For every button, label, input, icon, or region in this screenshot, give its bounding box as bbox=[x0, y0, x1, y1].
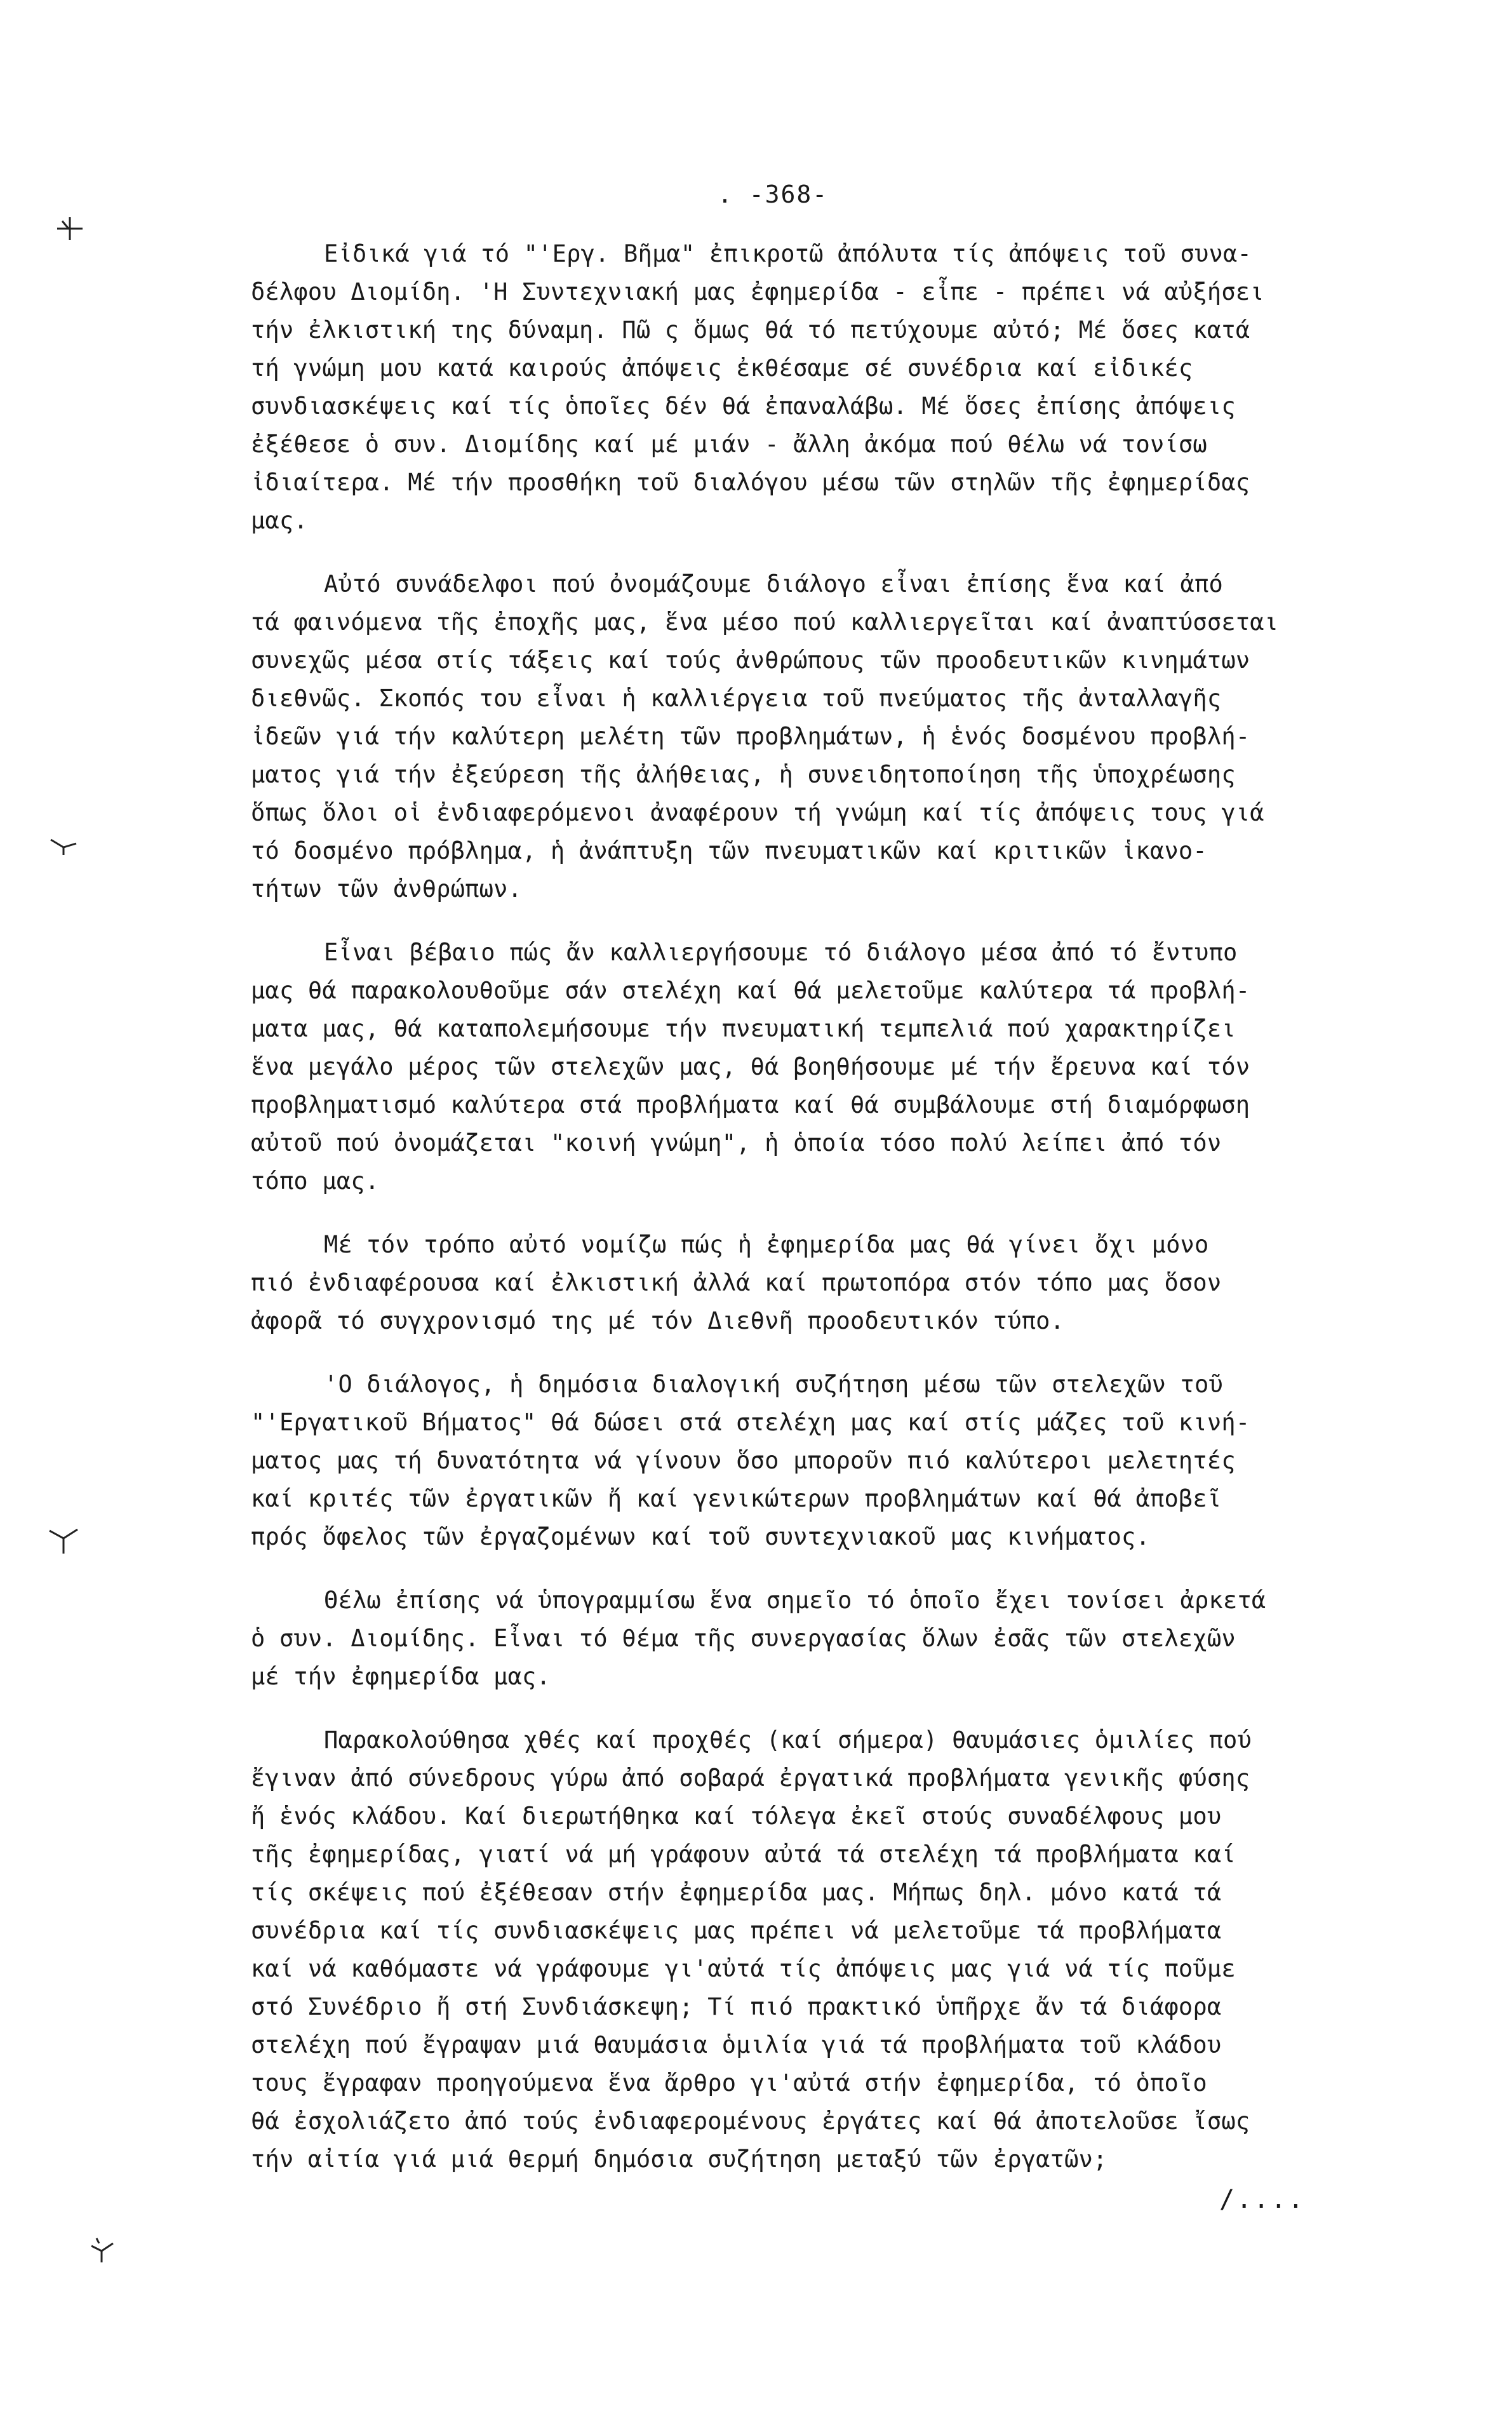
paragraph-1 bbox=[251, 235, 1381, 540]
text-line: "'Eργατικοῦ Bήματος" θά δώσει στά στελέχη μας καί στίς μάζες τοῦ κινή- bbox=[251, 1409, 1250, 1436]
text-line: τόπο μας. bbox=[251, 1167, 380, 1195]
text-line: πιό ἐνδιαφέρουσα καί ἐλκιστική ἀλλά καί πρωτοπόρα στόν τόπο μας ὅσον bbox=[251, 1269, 1222, 1296]
text-line: διεθνῶς. Σκοπός του εἶναι ἡ καλλιέργεια τοῦ πνεύματος τῆς ἀνταλλαγῆς bbox=[251, 685, 1222, 712]
paragraph-2 bbox=[251, 565, 1381, 908]
text-line: ἕνα μεγάλο μέρος τῶν στελεχῶν μας, θά βοηθήσουμε μέ τήν ἔρευνα καί τόν bbox=[251, 1053, 1250, 1080]
text-line: ματα μας, θά καταπολεμήσουμε τήν πνευματική τεμπελιά πού χαρακτηρίζει bbox=[251, 1015, 1236, 1042]
text-line: τῆς ἐφημερίδας, γιατί νά μή γράφουν αὐτά τά στελέχη τά προβλήματα καί bbox=[251, 1841, 1236, 1868]
text-line: ἰδιαίτερα. Mέ τήν προσθήκη τοῦ διαλόγου μέσω τῶν στηλῶν τῆς ἐφημερίδας bbox=[251, 469, 1250, 496]
text-line: ἰδεῶν γιά τήν καλύτερη μελέτη τῶν προβλημάτων, ἡ ἑνός δοσμένου προβλή- bbox=[251, 723, 1250, 750]
text-line: ἤ ἑνός κλάδου. Kαί διερωτήθηκα καί τόλεγα ἐκεῖ στούς συναδέλφους μου bbox=[251, 1803, 1222, 1830]
text-line: ὁ συν. Διομίδης. Eἶναι τό θέμα τῆς συνεργασίας ὅλων ἐσᾶς τῶν στελεχῶν bbox=[251, 1625, 1236, 1652]
text-line: αὐτοῦ πού ὀνομάζεται "κοινή γνώμη", ἡ ὁποία τόσο πολύ λείπει ἀπό τόν bbox=[251, 1129, 1222, 1157]
text-line: Aὐτό συνάδελφοι πού ὀνομάζουμε διάλογο εἶναι ἐπίσης ἕνα καί ἀπό bbox=[324, 570, 1223, 598]
text-line: Θέλω ἐπίσης νά ὑπογραμμίσω ἕνα σημεῖο τό ὁποῖο ἔχει τονίσει ἀρκετά bbox=[324, 1587, 1266, 1614]
text-line: θά ἐσχολιάζετο ἀπό τούς ἐνδιαφερομένους ἐργάτες καί θά ἀποτελοῦσε ἴσως bbox=[251, 2107, 1250, 2135]
text-line: μέ τήν ἐφημερίδα μας. bbox=[251, 1663, 551, 1690]
text-line: τους ἔγραφαν προηγούμενα ἕνα ἄρθρο γι'αὐτά στήν ἐφημερίδα, τό ὁποῖο bbox=[251, 2069, 1207, 2097]
text-line: στελέχη πού ἔγραψαν μιά θαυμάσια ὁμιλία γιά τά προβλήματα τοῦ κλάδου bbox=[251, 2031, 1222, 2059]
text-line: συνεχῶς μέσα στίς τάξεις καί τούς ἀνθρώπους τῶν προοδευτικῶν κινημάτων bbox=[251, 647, 1250, 674]
text-line: τή γνώμη μου κατά καιρούς ἀπόψεις ἐκθέσαμε σέ συνέδρια καί εἰδικές bbox=[251, 354, 1193, 382]
text-line: τό δοσμένο πρόβλημα, ἡ ἀνάπτυξη τῶν πνευματικῶν καί κριτικῶν ἱκανο- bbox=[251, 837, 1207, 864]
paragraph-4 bbox=[251, 1226, 1381, 1340]
paragraph-5 bbox=[251, 1366, 1381, 1556]
page-number: . -368- bbox=[718, 180, 829, 208]
text-line: τίς σκέψεις πού ἐξέθεσαν στήν ἐφημερίδα μας. Mήπως δηλ. μόνο κατά τά bbox=[251, 1879, 1222, 1906]
text-line: 'O διάλογος, ἡ δημόσια διαλογική συζήτηση μέσω τῶν στελεχῶν τοῦ bbox=[324, 1371, 1223, 1398]
paragraph-7 bbox=[251, 1721, 1381, 2179]
text-line: ματος μας τή δυνατότητα νά γίνουν ὅσο μποροῦν πιό καλύτεροι μελετητές bbox=[251, 1447, 1236, 1474]
body-text bbox=[251, 235, 1381, 2179]
text-line: καί κριτές τῶν ἐργατικῶν ἤ καί γενικώτερων προβλημάτων καί θά ἀποβεῖ bbox=[251, 1485, 1222, 1512]
text-line: ἔγιναν ἀπό σύνεδρους γύρω ἀπό σοβαρά ἐργατικά προβλήματα γενικῆς φύσης bbox=[251, 1764, 1250, 1792]
text-line: Mέ τόν τρόπο αὐτό νομίζω πώς ἡ ἐφημερίδα μας θά γίνει ὄχι μόνο bbox=[324, 1231, 1209, 1258]
text-line: Eἶναι βέβαιο πώς ἄν καλλιεργήσουμε τό διάλογο μέσα ἀπό τό ἔντυπο bbox=[324, 939, 1238, 966]
text-line: δέλφου Διομίδη. 'Η Συντεχνιακή μας ἐφημερίδα - εἶπε - πρέπει νά αὐξήσει bbox=[251, 278, 1264, 306]
text-line: πρός ὄφελος τῶν ἐργαζομένων καί τοῦ συντεχνιακοῦ μας κινήματος. bbox=[251, 1523, 1150, 1550]
text-line: Παρακολούθησα χθές καί προχθές (καί σήμερα) θαυμάσιες ὁμιλίες πού bbox=[324, 1726, 1252, 1754]
text-line: συνέδρια καί τίς συνδιασκέψεις μας πρέπει νά μελετοῦμε τά προβλήματα bbox=[251, 1917, 1222, 1944]
text-line: στό Συνέδριο ἤ στή Συνδιάσκεψη; Tί πιό πρακτικό ὑπῆρχε ἄν τά διάφορα bbox=[251, 1993, 1222, 2020]
binder-mark-icon bbox=[44, 826, 83, 864]
text-line: τήν αἰτία γιά μιά θερμή δημόσια συζήτηση μεταξύ τῶν ἐργατῶν; bbox=[251, 2146, 1107, 2173]
text-line: ἀφορᾶ τό συγχρονισμό της μέ τόν Διεθνῆ προοδευτικόν τύπο. bbox=[251, 1307, 1065, 1334]
text-line: ματος γιά τήν ἐξεύρεση τῆς ἀλήθειας, ἡ συνειδητοποίηση τῆς ὑποχρέωσης bbox=[251, 761, 1236, 788]
text-line: τήτων τῶν ἀνθρώπων. bbox=[251, 875, 523, 903]
text-line: ἐξέθεσε ὁ συν. Διομίδης καί μέ μιάν - ἄλλη ἀκόμα πού θέλω νά τονίσω bbox=[251, 431, 1207, 458]
paragraph-6 bbox=[251, 1582, 1381, 1696]
continuation-mark: /.... bbox=[1219, 2185, 1306, 2214]
binder-mark-icon bbox=[51, 210, 89, 248]
text-line: προβληματισμό καλύτερα στά προβλήματα καί θά συμβάλουμε στή διαμόρφωση bbox=[251, 1091, 1250, 1118]
binder-mark-icon bbox=[83, 2229, 121, 2267]
text-line: ὅπως ὅλοι οἱ ἐνδιαφερόμενοι ἀναφέρουν τή γνώμη καί τίς ἀπόψεις τους γιά bbox=[251, 799, 1264, 826]
text-line: μας θά παρακολουθοῦμε σάν στελέχη καί θά μελετοῦμε καλύτερα τά προβλή- bbox=[251, 977, 1250, 1004]
text-line: τήν ἐλκιστική της δύναμη. Πῶ ς ὅμως θά τό πετύχουμε αὐτό; Mέ ὅσες κατά bbox=[251, 316, 1250, 344]
text-line: συνδιασκέψεις καί τίς ὁποῖες δέν θά ἐπαναλάβω. Mέ ὅσες ἐπίσης ἀπόψεις bbox=[251, 393, 1236, 420]
text-line: Eἰδικά γιά τό "'Εργ. Bῆμα" ἐπικροτῶ ἀπόλυτα τίς ἀπόψεις τοῦ συνα- bbox=[324, 240, 1252, 267]
paragraph-3 bbox=[251, 934, 1381, 1200]
binder-mark-icon bbox=[44, 1518, 83, 1556]
text-line: τά φαινόμενα τῆς ἐποχῆς μας, ἕνα μέσο πού καλλιεργεῖται καί ἀναπτύσσεται bbox=[251, 608, 1279, 636]
text-line: καί νά καθόμαστε νά γράφουμε γι'αὐτά τίς ἀπόψεις μας γιά νά τίς ποῦμε bbox=[251, 1955, 1236, 1982]
text-line: μας. bbox=[251, 507, 308, 534]
